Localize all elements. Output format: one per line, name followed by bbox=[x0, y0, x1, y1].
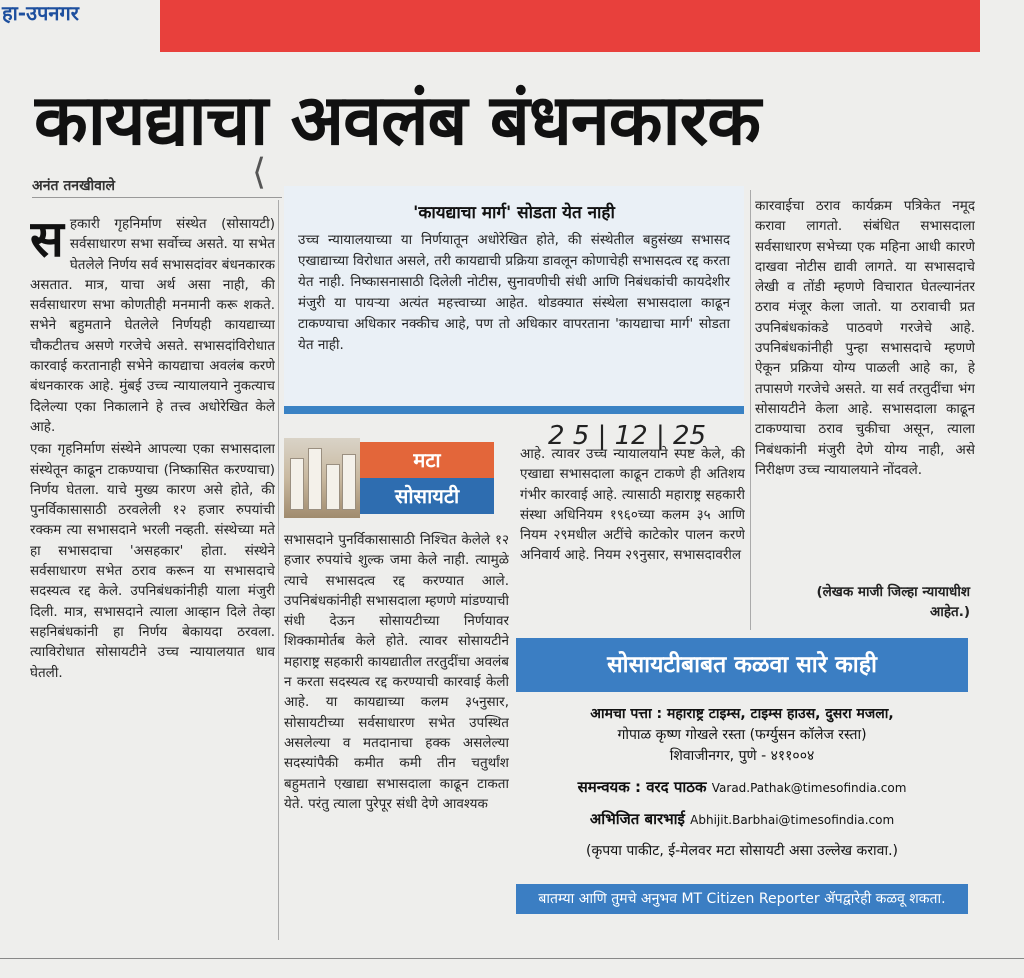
column3-text: आहे. त्यावर उच्च न्यायालयाने स्पष्ट केले, की एखाद्या सभासदाला काढून टाकणे ही अतिशय गंभीर कारवाई आहे. त्यासाठी महाराष्ट्र सहकारी संस्था अधिनियम १९६०च्या कलम ३५ आणि नियम २९मधील अटींचे काटेकोर पालन करणे अनिवार्य आहे. नियम २९नुसार, सभासदावरील bbox=[520, 446, 745, 564]
column-divider-1 bbox=[278, 200, 279, 940]
sidebar-title: 'कायद्याचा मार्ग' सोडता येत नाही bbox=[413, 203, 615, 223]
section-tag: हा-उपनगर bbox=[2, 1, 79, 25]
drop-cap: स bbox=[30, 214, 64, 268]
article-column-2 bbox=[284, 530, 509, 950]
article-headline: कायद्याचा अवलंब बंधनकारक bbox=[34, 79, 761, 161]
coordinator-2-label: अभिजित बारभाई bbox=[589, 810, 685, 828]
sidebar-body: उच्च न्यायालयाच्या या निर्णयातून अधोरेखित होते, की संस्थेतील बहुसंख्य सभासद एखाद्याच्या विरोधात असले, तरी कायद्याची प्रक्रिया डावलून कोणाचेही सभासदत्व रद्द करता येत नाही. निष्कासनासाठी दिलेली नोटीस, सुनावणीची संधी आणि निबंधकांची कायदेशीर मंजुरी या पायऱ्या अत्यंत महत्त्वाच्या आहेत. थोडक्यात संस्थेला सभासदाला काढून टाकण्याचा अधिकार नक्कीच आहे, पण तो अधिकार वापरताना 'कायद्याचा मार्ग' सोडता येत नाही. bbox=[298, 232, 730, 353]
coordinator-1-email: Varad.Pathak@timesofindia.com bbox=[711, 781, 907, 795]
pen-mark: ⟨ bbox=[252, 152, 267, 193]
author-byline: अनंत तनखीवाले bbox=[32, 174, 282, 198]
bottom-rule bbox=[0, 958, 1024, 959]
logo-society-label: सोसायटी bbox=[360, 478, 494, 514]
article-column-1 bbox=[30, 214, 275, 956]
address-line-2: गोपाळ कृष्ण गोखले रस्ता (फर्ग्युसन कॉलेज रस्ता) bbox=[617, 727, 867, 743]
column4-text: कारवाईचा ठराव कार्यक्रम पत्रिकेत नमूद करावा लागतो. संबंधित सभासदाला सर्वसाधारण सभेच्या एक महिना आधी कारणे दाखवा नोटीस द्यावी लागते. या सभासदाचे लेखी व तोंडी म्हणणे विचारात घेतल्यानंतर ठराव मंजूर केला जातो. या ठरावाची प्रत उपनिबंधकांकडे पाठवणे गरजेचे आहे. उपनिबंधकांनीही पुन्हा सभासदाचे म्हणणे ऐकून प्रक्रिया योग्य पाळली आहे का, हे तपासणे गरजेचे असते. या सर्व तरतुदींचा भंग सोसायटीने केला आहे. सभासदाला काढून टाकण्याचा ठराव चुकीचा असून, त्याला निबंधकांनी मंजुरी देणे योग्य नाही, असे निरीक्षण उच्च न्यायालयाने नोंदवले. bbox=[755, 198, 975, 478]
contact-footer: बातम्या आणि तुमचे अनुभव MT Citizen Reporter ॲपद्वारेही कळवू शकता. bbox=[516, 884, 968, 914]
coordinator-1-label: समन्वयक : वरद पाठक bbox=[577, 778, 707, 796]
building-photo bbox=[284, 438, 360, 518]
handwritten-date: 2 5 | 12 | 25 bbox=[548, 421, 707, 451]
coordinator-2 bbox=[516, 809, 968, 831]
coordinator-1 bbox=[516, 777, 968, 799]
contact-body bbox=[516, 692, 968, 862]
column1-paragraph-1: हकारी गृहनिर्माण संस्थेत (सोसायटी) सर्वसाधारण सभा सर्वोच्च असते. या सभेत घेतलेले निर्णय सर्व सभासदांवर बंधनकारक असतात. मात्र, याचा अर्थ असा नाही, की सर्वसाधारण सभा कोणतीही मनमानी करू शकते. सभेने बहुमताने घेतलेले निर्णयही कायद्याच्या चौकटीतच असणे गरजेचे असते. सभासदांविरोधात कारवाई करतानाही सभेने कायद्याचा अवलंब करणे बंधनकारक आहे. मुंबई उच्च न्यायालयाने नुकत्याच दिलेल्या एका निकालाने हे तत्त्व अधोरेखित केले आहे. bbox=[30, 216, 275, 435]
column1-paragraph-2: एका गृहनिर्माण संस्थेने आपल्या एका सभासदाला संस्थेतून काढून टाकण्याचा (निष्कासित करण्याचा) निर्णय घेतला. याचे मुख्य कारण असे होते, की पुनर्विकासासाठी ठरवलेली १२ हजार रुपयांची रक्कम त्या सभासदाने भरली नव्हती. संस्थेच्या मते हा सभासदाचा 'असहकार' होता. संस्थेने सर्वसाधारण सभेत ठराव करून या सभासदाचे सदस्यत्व रद्द केले. उपनिबंधकांनीही याला मंजुरी दिली. मात्र, सभासदाने त्याला आव्हान दिले तेव्हा सहनिबंधकांनी हा निर्णय बेकायदा ठरवला. त्याविरोधात सोसायटीने उच्च न्यायालयात धाव घेतली. bbox=[30, 441, 275, 681]
column-divider-2 bbox=[750, 190, 751, 630]
author-note: (लेखक माजी जिल्हा न्यायाधीश आहेत.) bbox=[816, 584, 970, 620]
contact-box bbox=[516, 638, 968, 930]
coordinator-2-email: Abhijit.Barbhai@timesofindia.com bbox=[690, 813, 895, 827]
contact-note: (कृपया पाकीट, ई-मेलवर मटा सोसायटी असा उल्लेख करावा.) bbox=[585, 843, 898, 859]
contact-header: सोसायटीबाबत कळवा सारे काही bbox=[516, 638, 968, 692]
logo-mata-label: मटा bbox=[360, 442, 494, 478]
address-line-1: आमचा पत्ता : महाराष्ट्र टाइम्स, टाइम्स हाउस, दुसरा मजला, bbox=[590, 706, 894, 722]
masthead-band bbox=[160, 0, 980, 52]
mata-society-logo bbox=[284, 438, 494, 518]
article-column-3 bbox=[520, 444, 745, 624]
address-line-3: शिवाजीनगर, पुणे - ४११००४ bbox=[669, 748, 815, 764]
highlight-sidebar bbox=[284, 186, 744, 414]
article-column-4 bbox=[755, 196, 975, 626]
column2-text: सभासदाने पुनर्विकासासाठी निश्चित केलेले १२ हजार रुपयांचे शुल्क जमा केले नाही. त्यामुळे त्याचे सभासदत्व रद्द करण्यात आले. उपनिबंधकांनीही सभासदाला म्हणणे मांडण्याची संधी देऊन सोसायटीच्या निर्णयावर शिक्कामोर्तब केले होते. त्यावर सोसायटीने महाराष्ट्र सहकारी कायद्यातील तरतुदींचा अवलंब न करता सदस्यत्व रद्द करण्याची कारवाई केली आहे. या कायद्याच्या कलम ३५नुसार, सोसायटीच्या सर्वसाधारण सभेत उपस्थित असलेल्या व मतदानाचा हक्क असलेल्या सदस्यांपैकी कमीत कमी तीन चतुर्थांश बहुमताने एखाद्या सभासदाला काढून टाकता येते. परंतु त्याला पुरेपूर संधी देणे आवश्यक bbox=[284, 532, 509, 812]
